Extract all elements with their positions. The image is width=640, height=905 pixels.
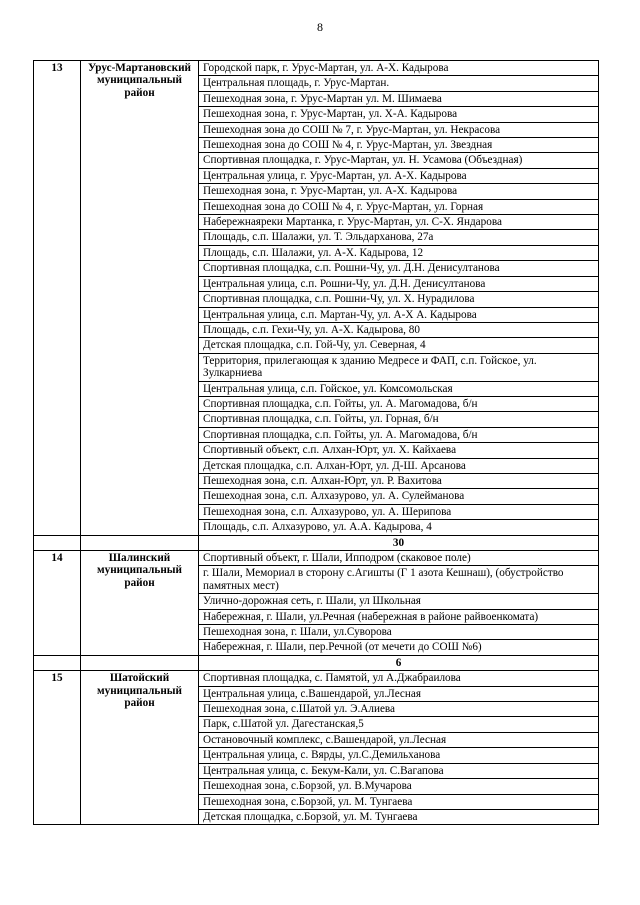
total-empty-cell [81, 655, 199, 670]
district-name: Шатойский муниципальный район [81, 671, 199, 825]
section-total: 30 [199, 535, 599, 550]
place-cell: Пешеходная зона, г. Урус-Мартан, ул. Х-А. Кадырова [199, 107, 599, 122]
place-cell: Центральная улица, с.п. Рошни-Чу, ул. Д.Н. Денисултанова [199, 276, 599, 291]
place-cell: Спортивный объект, г. Шали, Ипподром (скаковое поле) [199, 551, 599, 566]
place-cell: Площадь, с.п. Шалажи, ул. А-Х. Кадырова, 12 [199, 245, 599, 260]
place-cell: Пешеходная зона, с.Борзой, ул. М. Тунгаева [199, 794, 599, 809]
place-cell: Спортивная площадка, с.п. Гойты, ул. Горная, б/н [199, 412, 599, 427]
total-row [34, 655, 599, 670]
district-name: Урус-Мартановский муниципальный район [81, 61, 199, 536]
section-number: 15 [34, 671, 81, 825]
place-cell: Парк, с.Шатой ул. Дагестанская,5 [199, 717, 599, 732]
place-cell: Набережная, г. Шали, ул.Речная (набережная в районе райвоенкомата) [199, 609, 599, 624]
section-number: 14 [34, 551, 81, 656]
place-cell: Пешеходная зона, с.п. Алхазурово, ул. А. Шерипова [199, 504, 599, 519]
total-empty-cell [34, 535, 81, 550]
place-cell: Спортивная площадка, г. Урус-Мартан, ул. Н. Усамова (Объездная) [199, 153, 599, 168]
place-cell: Пешеходная зона до СОШ № 4, г. Урус-Мартан, ул. Горная [199, 199, 599, 214]
total-empty-cell [81, 535, 199, 550]
place-cell: Городской парк, г. Урус-Мартан, ул. А-Х. Кадырова [199, 61, 599, 76]
place-cell: г. Шали, Мемориал в сторону с.Агишты (Г 1 азота Кешнаш), (обустройство памятных мест) [199, 566, 599, 594]
page-number: 8 [317, 20, 323, 34]
section-number: 13 [34, 61, 81, 536]
place-cell: Территория, прилегающая к зданию Медресе и ФАП, с.п. Гойское, ул. Зулкарниева [199, 353, 599, 381]
table-row [34, 671, 599, 686]
total-empty-cell [34, 655, 81, 670]
place-cell: Пешеходная зона до СОШ № 7, г. Урус-Мартан, ул. Некрасова [199, 122, 599, 137]
table-row [34, 61, 599, 76]
place-cell: Детская площадка, с.п. Гой-Чу, ул. Северная, 4 [199, 338, 599, 353]
place-cell: Спортивная площадка, с.п. Гойты, ул. А. Магомадова, б/н [199, 427, 599, 442]
place-cell: Набережная, г. Шали, пер.Речной (от мечети до СОШ №6) [199, 640, 599, 655]
place-cell: Центральная улица, с.п. Мартан-Чу, ул. А-Х А. Кадырова [199, 307, 599, 322]
place-cell: Детская площадка, с.Борзой, ул. М. Тунгаева [199, 809, 599, 824]
place-cell: Пешеходная зона, с.п. Алхан-Юрт, ул. Р. Вахитова [199, 473, 599, 488]
place-cell: Центральная улица, с.Вашендарой, ул.Лесная [199, 686, 599, 701]
public-spaces-table [33, 60, 599, 825]
place-cell: Площадь, с.п. Гехи-Чу, ул. А-Х. Кадырова, 80 [199, 322, 599, 337]
place-cell: Спортивная площадка, с.п. Гойты, ул. А. Магомадова, б/н [199, 396, 599, 411]
place-cell: Пешеходная зона до СОШ № 4, г. Урус-Мартан, ул. Звездная [199, 138, 599, 153]
place-cell: Спортивная площадка, с.п. Рошни-Чу, ул. Х. Нурадилова [199, 292, 599, 307]
place-cell: Пешеходная зона, с.п. Алхазурово, ул. А. Сулейманова [199, 489, 599, 504]
place-cell: Пешеходная зона, г. Урус-Мартан, ул. А-Х. Кадырова [199, 184, 599, 199]
place-cell: Детская площадка, с.п. Алхан-Юрт, ул. Д-Ш. Арсанова [199, 458, 599, 473]
place-cell: Улично-дорожная сеть, г. Шали, ул Школьная [199, 594, 599, 609]
district-name: Шалинский муниципальный район [81, 551, 199, 656]
place-cell: Центральная площадь, г. Урус-Мартан. [199, 76, 599, 91]
section-total: 6 [199, 655, 599, 670]
place-cell: Площадь, с.п. Шалажи, ул. Т. Эльдарханова, 27а [199, 230, 599, 245]
place-cell: Центральная улица, с.п. Гойское, ул. Комсомольская [199, 381, 599, 396]
place-cell: Спортивная площадка, с. Памятой, ул А.Джабраилова [199, 671, 599, 686]
place-cell: Спортивная площадка, с.п. Рошни-Чу, ул. Д.Н. Денисултанова [199, 261, 599, 276]
place-cell: Центральная улица, г. Урус-Мартан, ул. А-Х. Кадырова [199, 168, 599, 183]
table-row [34, 551, 599, 566]
place-cell: Набережнаяреки Мартанка, г. Урус-Мартан, ул. С-Х. Яндарова [199, 215, 599, 230]
total-row [34, 535, 599, 550]
place-cell: Спортивный объект, с.п. Алхан-Юрт, ул. Х. Кайхаева [199, 443, 599, 458]
place-cell: Центральная улица, с. Бекум-Кали, ул. С.Вагапова [199, 763, 599, 778]
place-cell: Пешеходная зона, с.Борзой, ул. В.Мучарова [199, 779, 599, 794]
place-cell: Центральная улица, с. Вярды, ул.С.Демильханова [199, 748, 599, 763]
place-cell: Площадь, с.п. Алхазурово, ул. А.А. Кадырова, 4 [199, 520, 599, 535]
place-cell: Пешеходная зона, г. Шали, ул.Суворова [199, 625, 599, 640]
place-cell: Пешеходная зона, с.Шатой ул. Э.Алиева [199, 702, 599, 717]
place-cell: Пешеходная зона, г. Урус-Мартан ул. М. Шимаева [199, 91, 599, 106]
place-cell: Остановочный комплекс, с.Вашендарой, ул.Лесная [199, 732, 599, 747]
